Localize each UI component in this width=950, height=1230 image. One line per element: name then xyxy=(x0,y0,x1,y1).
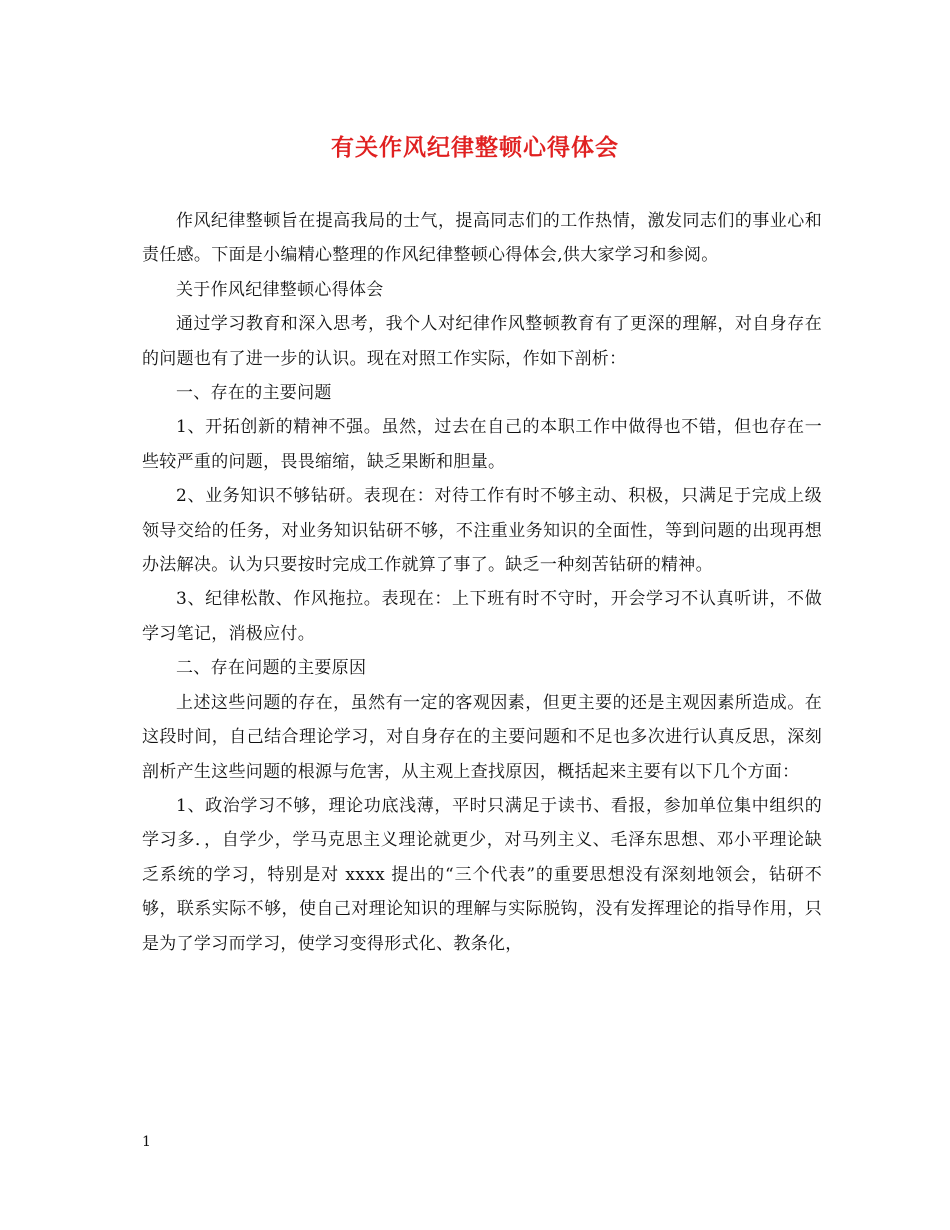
paragraph-intro: 作风纪律整顿旨在提高我局的士气，提高同志们的工作热情，激发同志们的事业心和责任感。下面是小编精心整理的作风纪律整顿心得体会,供大家学习和参阅。 xyxy=(142,211,822,266)
paragraph-problem-3: 3、纪律松散、作风拖拉。表现在：上下班有时不守时，开会学习不认真听讲，不做学习笔记，消极应付。 xyxy=(142,589,822,644)
paragraph-subtitle: 关于作风纪律整顿心得体会 xyxy=(176,279,384,300)
section-heading-main-causes: 二、存在问题的主要原因 xyxy=(176,658,367,679)
document-title: 有关作风纪律整顿心得体会 xyxy=(331,134,619,161)
paragraph-causes-intro: 上述这些问题的存在，虽然有一定的客观因素，但更主要的还是主观因素所造成。在这段时间，自己结合理论学习，对自身存在的主要问题和不足也多次进行认真反思，深刻剖析产生这些问题的根源与危害，从主观上查找原因，概括起来主要有以下几个方面： xyxy=(142,692,822,782)
document-body xyxy=(142,204,822,961)
section-heading-main-problems: 一、存在的主要问题 xyxy=(176,383,332,404)
page-number: 1 xyxy=(142,1134,151,1150)
paragraph-opening: 通过学习教育和深入思考，我个人对纪律作风整顿教育有了更深的理解，对自身存在的问题也有了进一步的认识。现在对照工作实际，作如下剖析： xyxy=(142,314,822,369)
paragraph-cause-1: 1、政治学习不够，理论功底浅薄，平时只满足于读书、看报，参加单位集中组织的学习多．，自学少，学马克思主义理论就更少，对马列主义、毛泽东思想、邓小平理论缺乏系统的学习，特别是对 xxxx 提出的“三个代表”的重要思想没有深刻地领会，钻研不够，联系实际不够，使自己对理论知识的理解与实际脱钩，没有发挥理论的指导作用，只是为了学习而学习，使学习变得形式化、教条化， xyxy=(142,795,822,954)
paragraph-problem-2: 2、业务知识不够钻研。表现在：对待工作有时不够主动、积极，只满足于完成上级领导交给的任务，对业务知识钻研不够，不注重业务知识的全面性，等到问题的出现再想办法解决。认为只要按时完成工作就算了事了。缺乏一种刻苦钻研的精神。 xyxy=(142,486,822,576)
paragraph-problem-1: 1、开拓创新的精神不强。虽然，过去在自己的本职工作中做得也不错，但也存在一些较严重的问题，畏畏缩缩，缺乏果断和胆量。 xyxy=(142,417,822,472)
